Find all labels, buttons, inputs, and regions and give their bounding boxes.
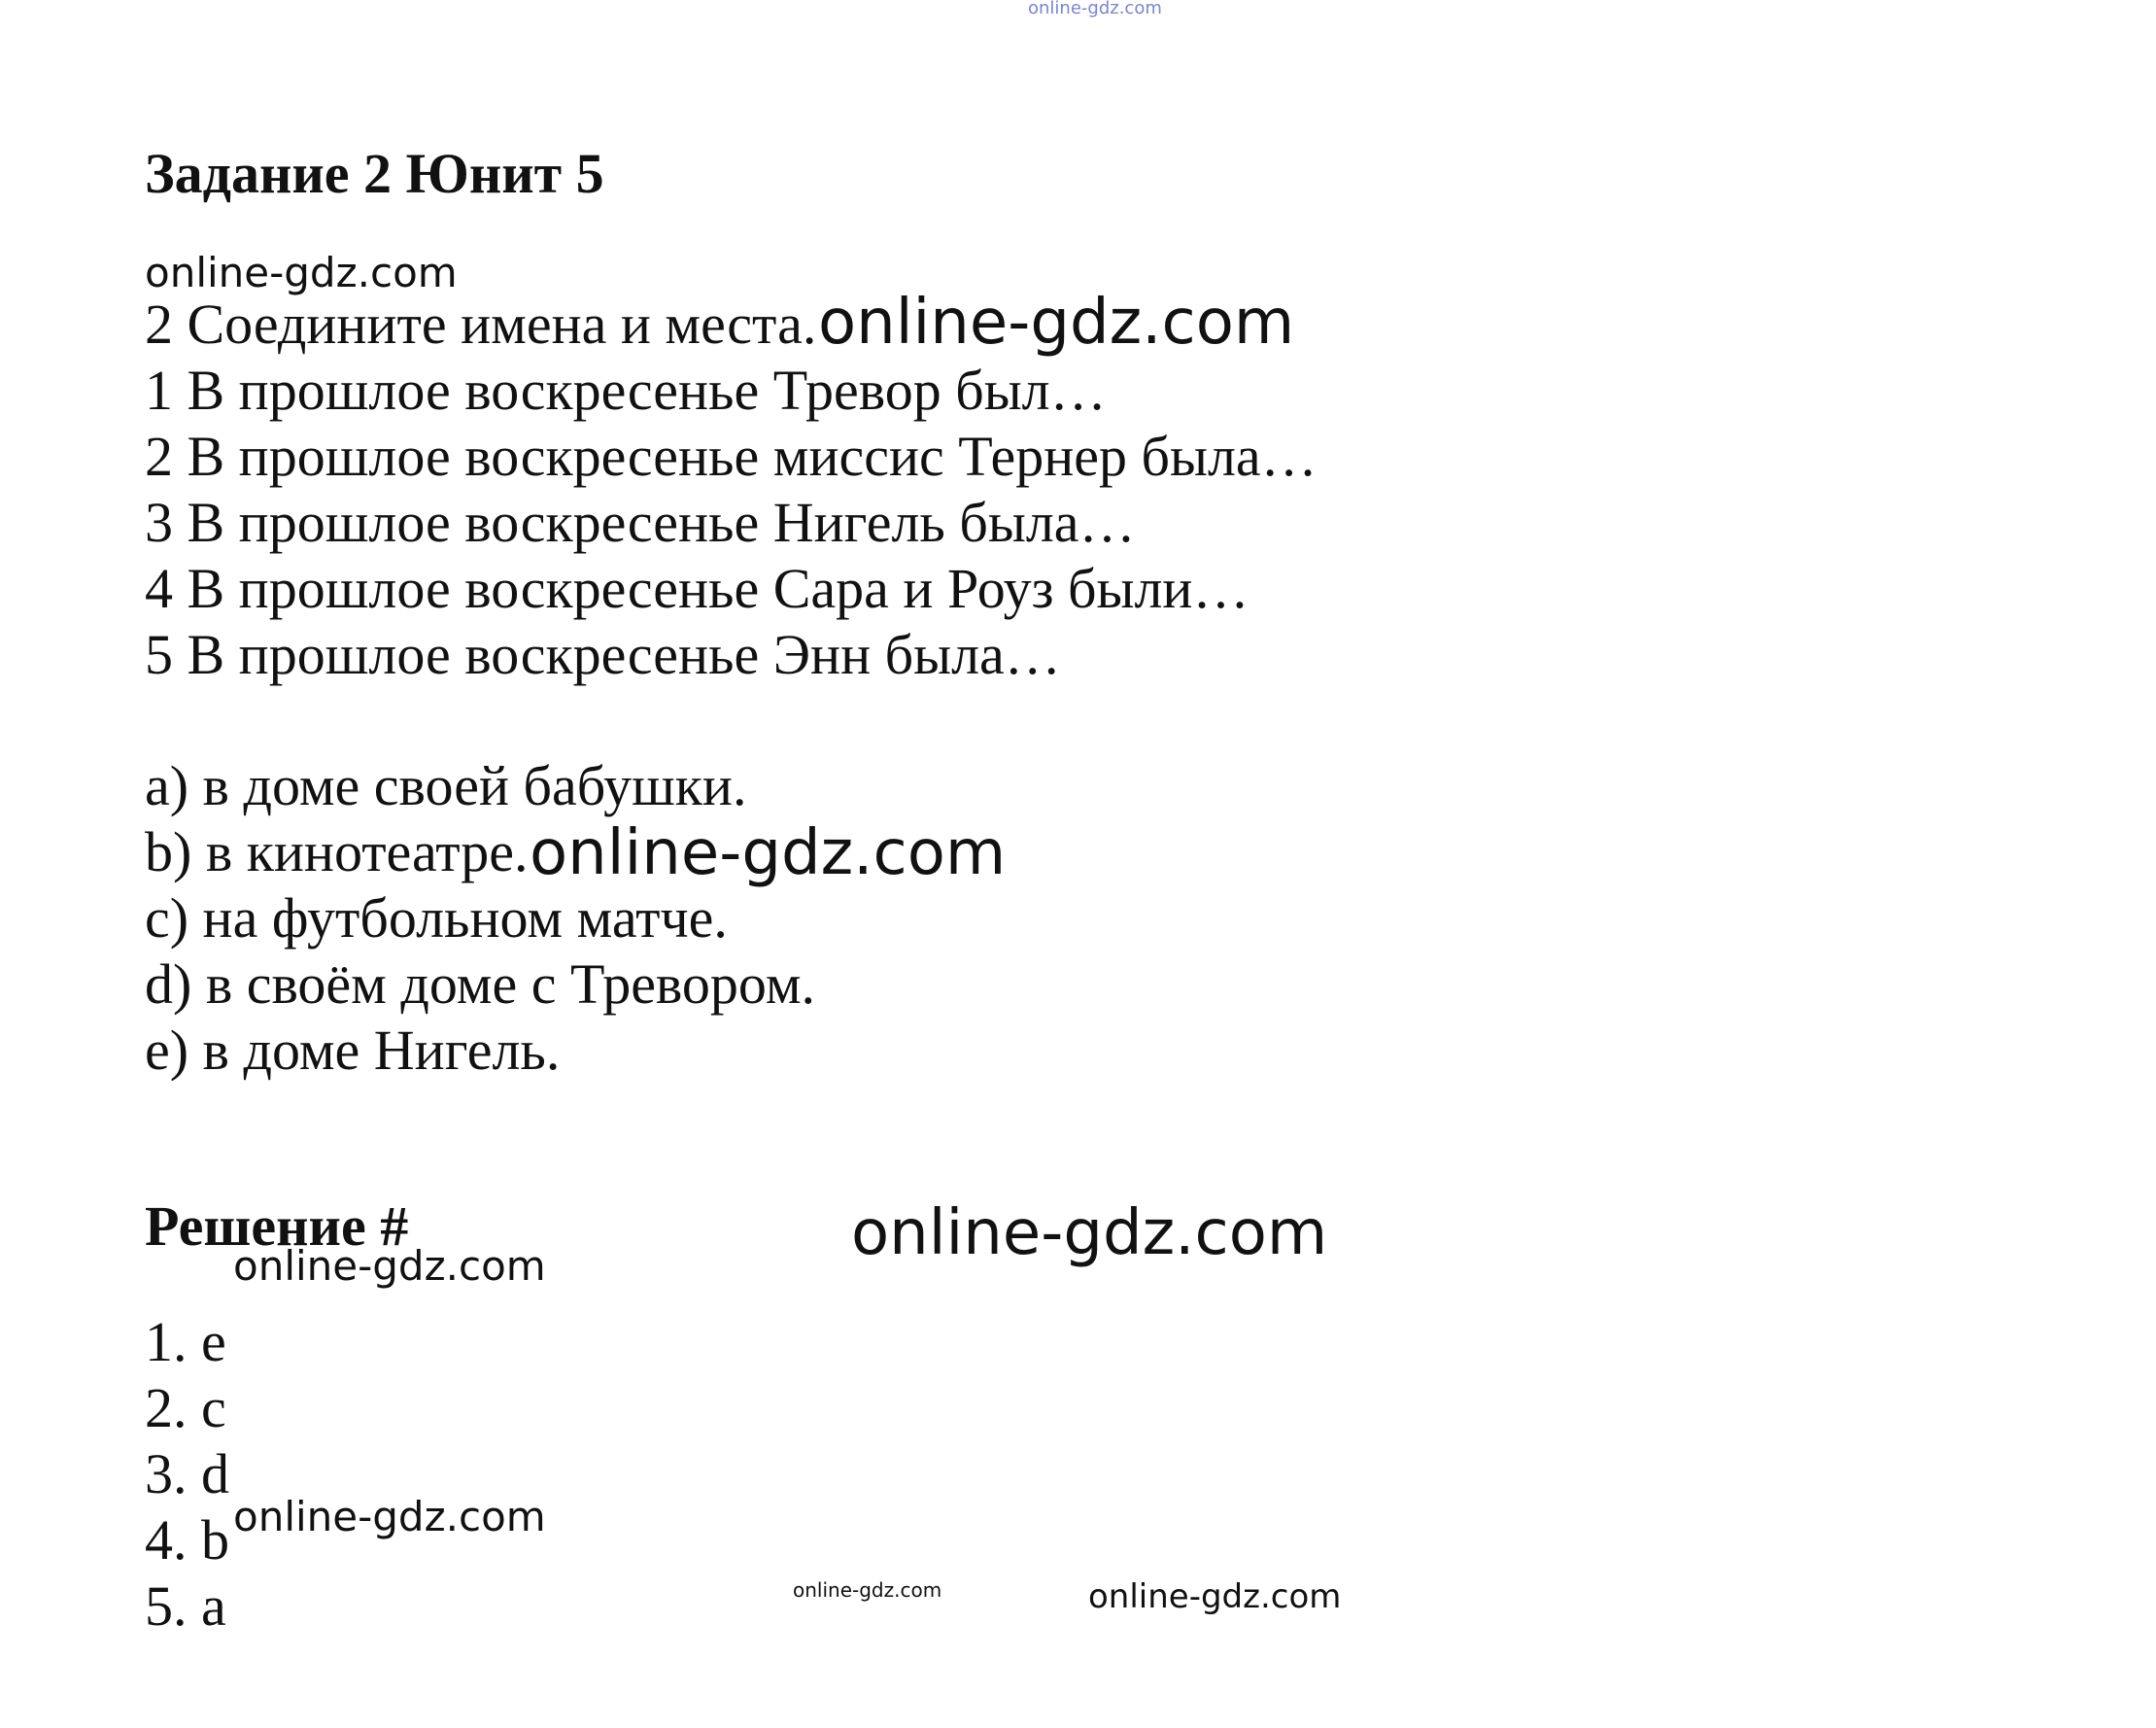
answer-1: 1. e [145,1310,226,1373]
page-title: Задание 2 Юнит 5 [145,142,604,205]
watermark-bottom-right: online-gdz.com [1088,1577,1342,1616]
answer-5: 5. a [145,1574,226,1638]
watermark-instruction: online-gdz.com [818,287,1295,359]
place-d: d) в своём доме с Тревором. [145,952,816,1016]
watermark-under-title: online-gdz.com [145,249,458,296]
place-c: c) на футбольном матче. [145,886,728,950]
place-a: a) в доме своей бабушки. [145,754,747,817]
sentence-3: 3 В прошлое воскресенье Нигель была… [145,491,1136,554]
watermark-answer-4: online-gdz.com [233,1493,546,1540]
answer-2: 2. c [145,1376,226,1439]
answer-4: 4. b [145,1508,229,1572]
watermark-top: online-gdz.com [1028,0,1162,18]
answer-3: 3. d [145,1442,229,1505]
place-b: b) в кинотеатре. [145,820,529,883]
solution-title: Решение # [145,1194,409,1258]
sentence-2: 2 В прошлое воскресенье миссис Тернер была… [145,425,1318,488]
watermark-solution-small: online-gdz.com [233,1242,546,1290]
place-e: e) в доме Нигель. [145,1019,561,1082]
sentence-1: 1 В прошлое воскресенье Тревор был… [145,359,1107,422]
sentence-5: 5 В прошлое воскресенье Энн была… [145,623,1061,686]
task-instruction: 2 Соедините имена и места. [145,293,817,356]
watermark-bottom-small: online-gdz.com [793,1578,942,1602]
watermark-places: online-gdz.com [530,817,1007,889]
watermark-solution-large: online-gdz.com [851,1197,1328,1269]
sentence-4: 4 В прошлое воскресенье Сара и Роуз были… [145,557,1249,620]
